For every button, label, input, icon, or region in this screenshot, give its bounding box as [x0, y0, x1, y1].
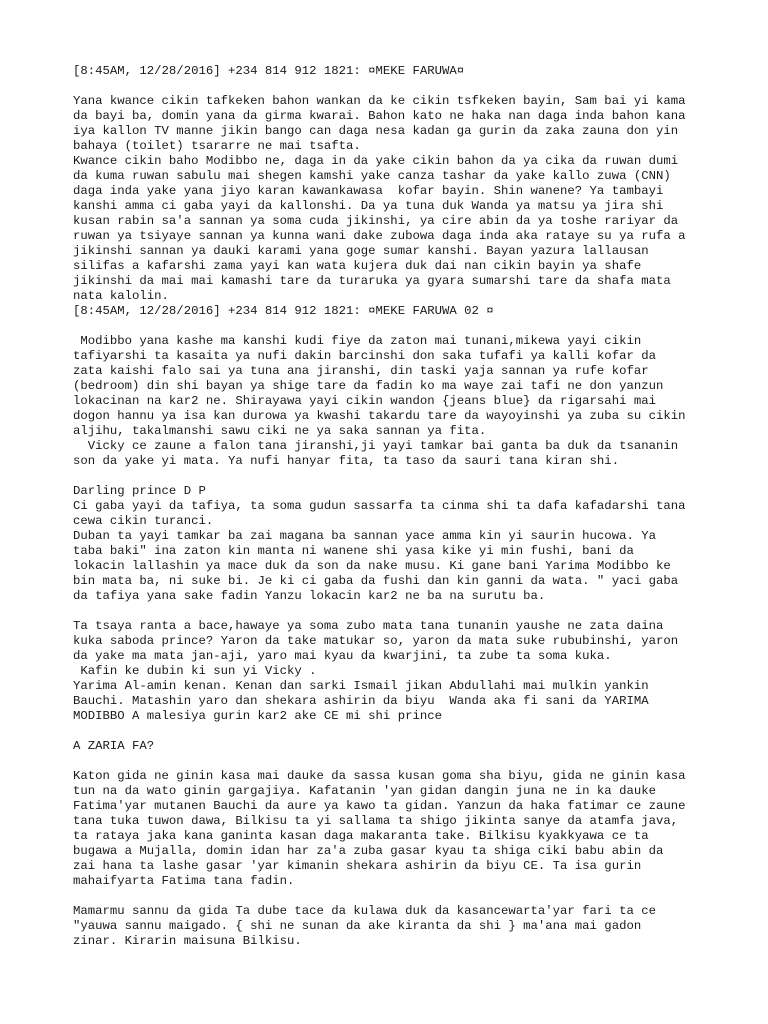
document-body-text: [8:45AM, 12/28/2016] +234 814 912 1821: ¤MEKE FARUWA¤ Yana kwance cikin tafkeken bahon wankan da ke cikin tsfkeken bayin, Sam bai yi kama da bayi ba, domin yana da girma kwarai. Bahon kato ne haka nan daga inda bahon kana iya kallon TV manne jikin bango can daga nesa kadan ga gurin da zaka zauna don yin bahaya (toilet) tsararre ne mai tsafta. Kwance cikin baho Modibbo ne, daga in da yake cikin bahon da ya cika da ruwan dumi da kuma ruwan sabulu mai shegen kamshi yake canza tashar da yake kallo zuwa (CNN) daga inda yake yana jiyo karan kawankawasa kofar bayin. Shin wanene? Ya tambayi kanshi amma ci gaba yayi da kallonshi. Da ya tuna duk Wanda ya matsu ya jira shi kusan rabin sa'a sannan ya soma cuda jikinshi, ya cire abin da ya toshe rariyar da ruwan ya tsiyaye sannan ya kunna wani dake zubowa daga inda aka rataye su ya rufa a jikinshi sannan ya dauki karami yana goge sumar kanshi. Bayan yazura lallausan silifas a kafarshi zama yayi kan wata kujera duk dai nan cikin bayin ya shafe jikinshi da mai mai kamashi tare da turaruka ya gyara sumarshi tare da shafa mata nata kalolin. [8:45AM, 12/28/2016] +234 814 912 1821: ¤MEKE FARUWA 02 ¤ Modibbo yana kashe ma kanshi kudi fiye da zaton mai tunani,mikewa yayi cikin tafiyarshi ta kasaita ya nufi dakin barcinshi don saka tufafi ya kalli kofar da zata kaishi falo sai ya tuna ana jiranshi, din taski yaja sannan ya rufe kofar (bedroom) din shi bayan ya shige tare da fadin ko ma waye zai tafi ne don yanzun lokacinan na kar2 ne. Shirayawa yayi cikin wandon {jeans blue} da rigarsahi mai dogon hannu ya isa kan durowa ya kwashi takardu tare da wayoyinshi ya zuba su cikin aljihu, takalmanshi sawu ciki ne ya saka sannan ya fita. Vicky ce zaune a falon tana jiranshi,ji yayi tamkar bai ganta ba duk da tsananin son da yake yi mata. Ya nufi hanyar fita, ta taso da sauri tana kiran shi. Darling prince D P Ci gaba yayi da tafiya, ta soma gudun sassarfa ta cinma shi ta dafa kafadarshi tana cewa cikin turanci. Duban ta yayi tamkar ba zai magana ba sannan yace amma kin yi saurin hucowa. Ya taba baki" ina zaton kin manta ni wanene shi yasa kike yi min fushi, bani da lokacin lallashin ya mace duk da son da nake musu. Ki gane bani Yarima Modibbo ke bin mata ba, ni suke bi. Je ki ci gaba da fushi dan kin ganni da wata. " yaci gaba da tafiya yana sake fadin Yanzu lokacin kar2 ne ba na surutu ba. Ta tsaya ranta a bace,hawaye ya soma zubo mata tana tunanin yaushe ne zata daina kuka saboda prince? Yaron da take matukar so, yaron da mata suke rububinshi, yaron da yake ma mata jan-aji, yaro mai kyau da kwarjini, ta zube ta soma kuka. Kafin ke dubin ki sun yi Vicky . Yarima Al-amin kenan. Kenan dan sarki Ismail jikan Abdullahi mai mulkin yankin Bauchi. Matashin yaro dan shekara ashirin da biyu Wanda aka fi sani da YARIMA MODIBBO A malesiya gurin kar2 ake CE mi shi prince A ZARIA FA? Katon gida ne ginin kasa mai dauke da sassa kusan goma sha biyu, gida ne ginin kasa tun na da wato ginin gargajiya. Kafatanin 'yan gidan dangin juna ne in ka dauke Fatima'yar mutanen Bauchi da aure ya kawo ta gidan. Yanzun da haka fatimar ce zaune tana tuka tuwon dawa, Bilkisu ta yi sallama ta shigo jikinta sanye da atamfa java, ta rataya jaka kana ganinta kasan daga makaranta take. Bilkisu kyakkyawa ce ta bugawa a Mujalla, domin idan har za'a zuba gasar kyau ta shiga ciki babu abin da zai hana ta lashe gasar 'yar kimanin shekara ashirin da biyu CE. Ta isa gurin mahaifyarta Fatima tana fadin. Mamarmu sannu da gida Ta dube tace da kulawa duk da kasancewarta'yar fari ta ce "yauwa sannu maigado. { shi ne sunan da ake kiranta da shi } ma'ana mai gadon zinar. Kirarin maisuna Bilkisu. [73, 64, 686, 948]
